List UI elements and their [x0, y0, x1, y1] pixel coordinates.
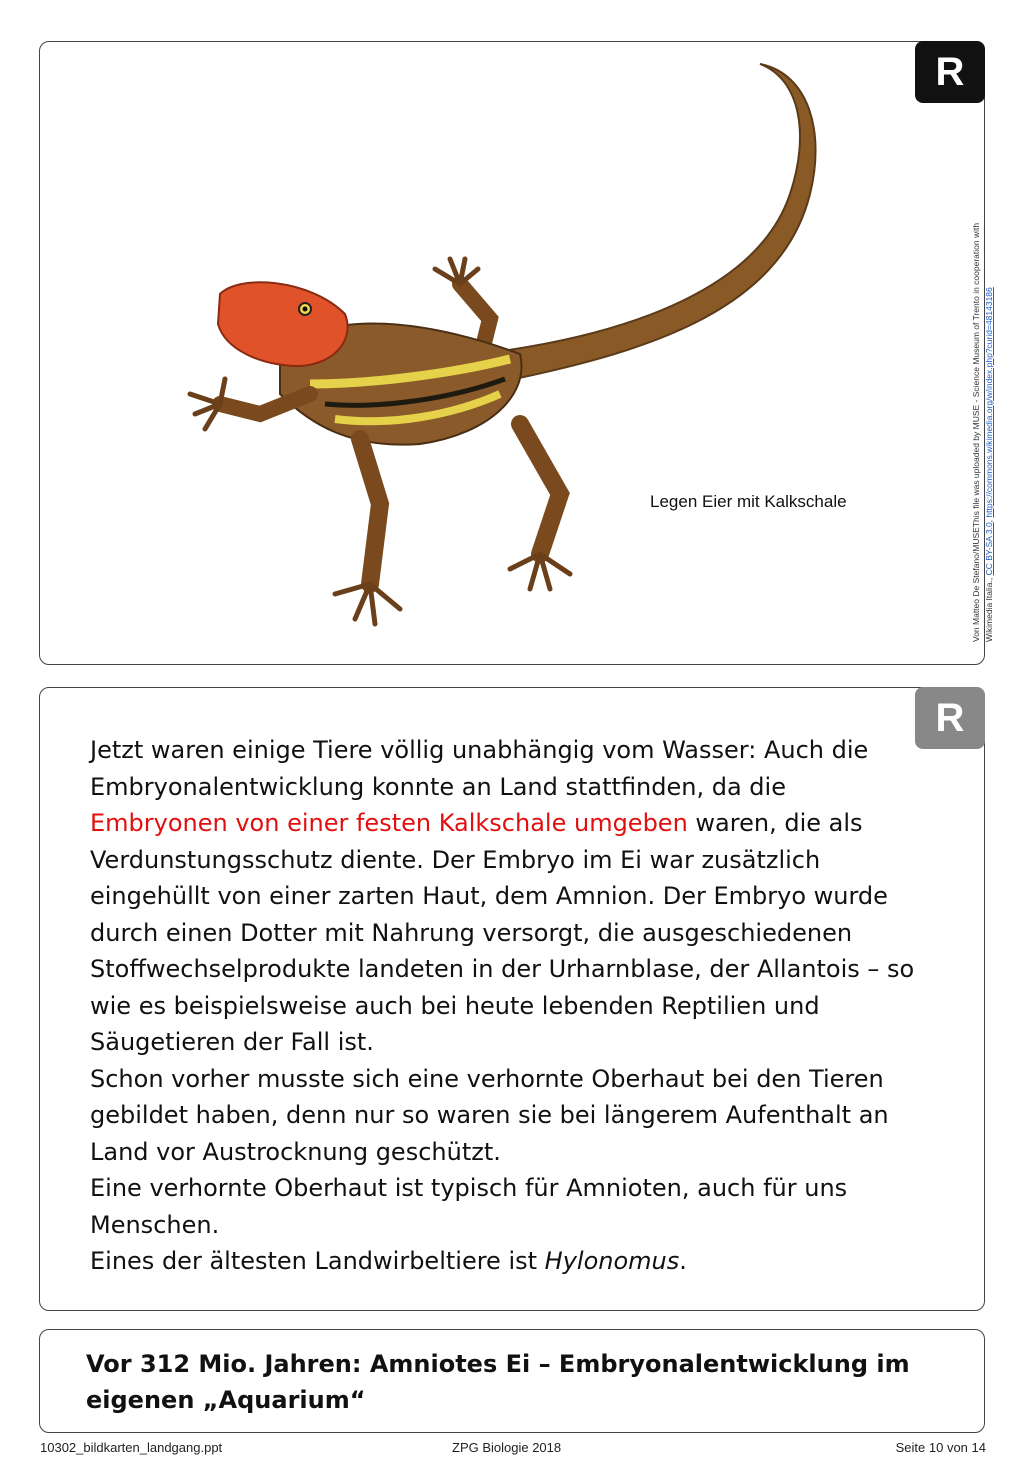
card-title: Vor 312 Mio. Jahren: Amniotes Ei – Embryonalentwicklung im eigenen „Aquarium“	[86, 1350, 910, 1414]
paragraph	[90, 1243, 920, 1280]
credit-separator: ,	[984, 517, 994, 523]
footer-publisher: ZPG Biologie 2018	[452, 1440, 562, 1455]
paragraph: Schon vorher musste sich eine verhornte Oberhaut bei den Tieren gebildet haben, denn nur so waren sie bei längerem Aufenthalt an Land vor Austrocknung geschützt.	[90, 1064, 889, 1166]
text-card	[39, 687, 985, 1311]
lizard-illustration-icon	[160, 54, 860, 654]
image-caption: Legen Eier mit Kalkschale	[650, 492, 847, 511]
category-badge: R	[915, 41, 985, 103]
category-badge: R	[915, 687, 985, 749]
license-link[interactable]: CC BY-SA 3.0	[984, 522, 994, 576]
image-card	[39, 41, 994, 665]
paragraph: Eine verhornte Oberhaut ist typisch für Amnioten, auch für uns Menschen.	[90, 1174, 848, 1239]
image-credit	[970, 172, 996, 642]
credit-prefix: Wikimedia Italia.,	[984, 575, 994, 642]
species-name: Hylonomus	[544, 1247, 680, 1275]
text-span: .	[679, 1247, 687, 1275]
text-span: Jetzt waren einige Tiere völlig unabhängig vom Wasser: Auch die Embryonalentwicklung konnte an Land stattfinden, da die	[90, 736, 869, 801]
credit-line-1: Von Matteo De Stefano/MUSEThis file was uploaded by MUSE - Science Museum of Trento in cooperation with	[971, 222, 981, 642]
body-text	[90, 732, 920, 1280]
footer-filename: 10302_bildkarten_landgang.ppt	[40, 1440, 223, 1455]
text-span: Eines der ältesten Landwirbeltiere ist	[90, 1247, 545, 1275]
credit-line-2	[983, 172, 996, 642]
title-card	[39, 1329, 985, 1433]
source-link[interactable]: https://commons.wikimedia.org/w/index.php?curid=48143186	[984, 287, 994, 518]
highlight-text: Embryonen von einer festen Kalkschale umgeben	[90, 809, 688, 837]
text-span: waren, die als Verdunstungsschutz diente. Der Embryo im Ei war zusätzlich eingehüllt von einer zarten Haut, dem Amnion. Der Embryo wurde durch einen Dotter mit Nahrung versorgt, die ausgeschiedenen Stoffwechselprodukte landeten in der Urharnblase, der Allantois – so wie es beispielsweise auch bei heute lebenden Reptilien und Säugetieren der Fall ist.	[90, 809, 915, 1056]
paragraph	[90, 732, 920, 1061]
footer-page-number: Seite 10 von 14	[895, 1440, 986, 1455]
